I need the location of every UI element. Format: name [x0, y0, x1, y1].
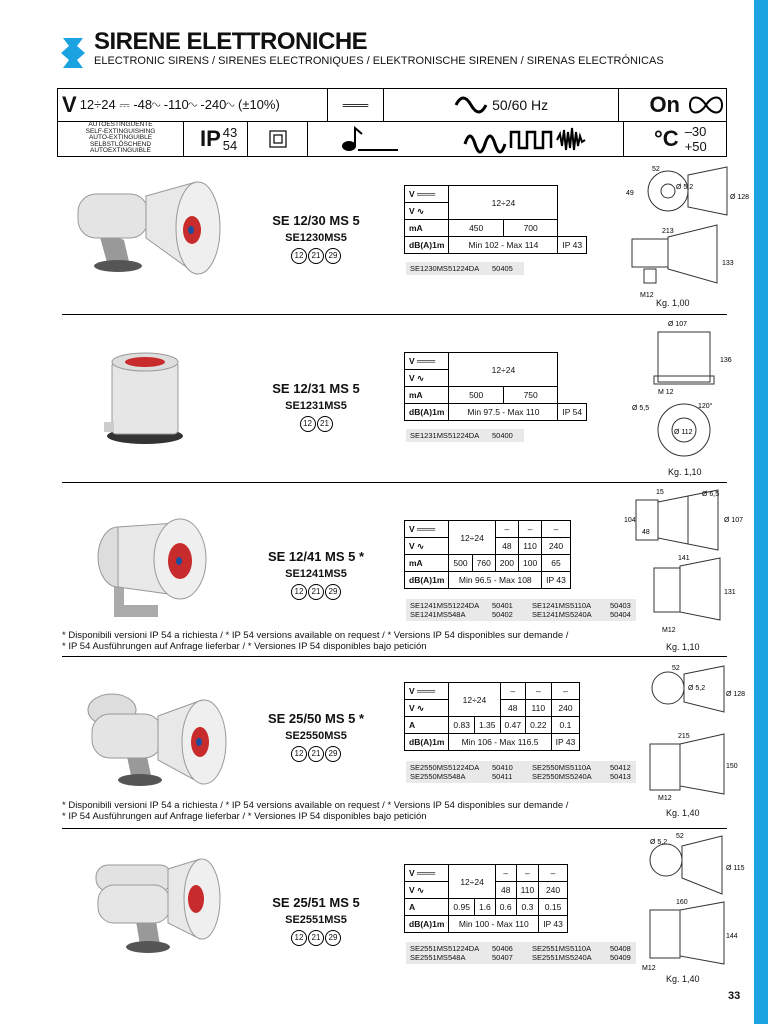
dimension-drawing-se2550 [628, 660, 746, 806]
svg-text:131: 131 [724, 589, 736, 596]
weight: Kg. 1,10 [668, 467, 702, 477]
right-accent-bar [754, 0, 768, 1024]
ip-label: IP [200, 125, 221, 151]
on-label: On [649, 92, 680, 117]
dimension-drawing-se1241 [620, 486, 744, 636]
ip-value-43: 43 [222, 124, 238, 140]
svg-text:15: 15 [656, 489, 664, 496]
svg-text:49: 49 [626, 190, 634, 197]
spec-table-se1241: V ═══ 12÷24 – – – V ∿ 48 110 240 mA 500 760 200 100 65 dB(A)1m Min 96.5 - Max 108 IP 43 [404, 520, 571, 589]
svg-text:52: 52 [672, 665, 680, 672]
svg-text:144: 144 [726, 933, 738, 940]
divider [62, 828, 727, 829]
spec-table-se2550: V ═══ 12÷24 – – – V ∿ 48 110 240 A 0.83 1.35 0.47 0.22 0.1 dB(A)1m Min 106 - Max 116.5 IP 43 [404, 682, 580, 751]
spec-header-row-2 [57, 121, 727, 157]
svg-text:Ø 107: Ø 107 [724, 517, 744, 524]
spec-header-row-1 [57, 88, 727, 122]
svg-text:52: 52 [676, 833, 684, 840]
svg-text:150: 150 [726, 763, 738, 770]
page-title: SIRENE ELETTRONICHE [94, 28, 368, 55]
svg-text:M 12: M 12 [658, 389, 674, 396]
svg-text:M12: M12 [662, 627, 676, 634]
product-image-se1230 [68, 178, 228, 278]
continuous-tone-icon [340, 124, 400, 154]
svg-text:Ø 128: Ø 128 [730, 194, 750, 201]
order-codes-se1231: SE1231MS51224DA 50400 [406, 429, 524, 442]
svg-text:141: 141 [678, 555, 690, 562]
product-label-se1230: SE 12/30 MS 5 SE1230MS5 12 21 29 [251, 213, 381, 264]
svg-text:M12: M12 [642, 965, 656, 972]
footnote: * Disponibili versioni IP 54 a richiesta / * IP 54 versions available on request / * Versions IP 54 disponibles sur demande / * IP 54 Ausführungen auf Anfrage lieferbar / * Versiones IP 54 disponibles bajo petición [62, 800, 569, 822]
dimension-drawing-se1230 [622, 165, 750, 305]
svg-text:136: 136 [720, 357, 732, 364]
divider [62, 482, 727, 483]
svg-text:Ø 5,2: Ø 5,2 [676, 184, 694, 191]
double-insulation-icon [269, 130, 287, 148]
order-codes-se1241: SE1241MS51224DA 50401 SE1241MS5110A 50403 SE1241MS548A 50402 SE1241MS5240A 50404 [406, 599, 636, 621]
svg-text:213: 213 [662, 228, 674, 235]
ac-wave-icon [454, 95, 488, 115]
svg-text:Ø 115: Ø 115 [726, 865, 745, 872]
svg-text:104: 104 [624, 517, 636, 524]
dimension-drawing-se1231 [628, 318, 738, 468]
footnote: * Disponibili versioni IP 54 a richiesta / * IP 54 versions available on request / * Versions IP 54 disponibles sur demande / * IP 54 Ausführungen auf Anfrage lieferbar / * Versiones IP 54 disponibles bajo petición [62, 630, 569, 652]
svg-text:M12: M12 [640, 292, 654, 299]
ip-value-54: 54 [222, 137, 238, 153]
product-label-se1241: SE 12/41 MS 5 * SE1241MS5 12 21 29 [251, 549, 381, 600]
product-label-se1231: SE 12/31 MS 5 SE1231MS5 12 21 [251, 381, 381, 432]
order-codes-se2551: SE2551MS51224DA 50406 SE2551MS5110A 50408 SE2551MS548A 50407 SE2551MS5240A 50409 [406, 942, 636, 964]
product-image-se1241 [88, 515, 218, 625]
spec-table-se1230: V ═══ 12÷24 V ∿ mA 450 700 dB(A)1m Min 102 - Max 114 IP 43 [404, 185, 587, 254]
order-codes-se1230: SE1230MS51224DA 50405 [406, 262, 524, 275]
product-image-se1231 [100, 350, 190, 450]
svg-text:Ø 6,5: Ø 6,5 [702, 491, 720, 498]
infinity-icon [686, 95, 726, 115]
dimension-drawing-se2551 [628, 830, 745, 976]
product-label-se2550: SE 25/50 MS 5 * SE2550MS5 12 21 29 [251, 711, 381, 762]
svg-text:120°: 120° [698, 403, 713, 410]
weight: Kg. 1,40 [666, 974, 700, 984]
page-subtitle: ELECTRONIC SIRENS / SIRENES ELECTRONIQUES / ELEKTRONISCHE SIRENEN / SIRENAS ELECTRÓNICAS [94, 55, 664, 67]
svg-text:Ø 5,2: Ø 5,2 [688, 685, 706, 692]
voltage-label: V [62, 92, 77, 117]
page-number: 33 [728, 990, 741, 1002]
divider [62, 314, 727, 315]
svg-text:M12: M12 [658, 795, 672, 802]
self-extinguishing-labels: AUTOESTINGUENTE SELF-EXTINGUISHING AUTO-EXTINGUIBLE SELBSTLÖSCHEND AUTOEXTINGUIBLE [58, 121, 184, 156]
voltage-values: 12÷24 ⎓ -48∿ -110∿ -240∿ (±10%) [79, 97, 280, 112]
spec-table-se2551: V ═══ 12÷24 – – – V ∿ 48 110 240 A 0.95 1.6 0.6 0.3 0.15 dB(A)1m Min 100 - Max 110 IP 43 [404, 864, 568, 933]
svg-text:Ø 5,2: Ø 5,2 [650, 839, 668, 846]
temperature-unit: °C [654, 125, 679, 151]
svg-text:215: 215 [678, 733, 690, 740]
weight: Kg. 1,00 [656, 298, 690, 308]
temperature-range: –30 +50 [684, 123, 707, 154]
divider [62, 656, 727, 657]
spec-table-se1231: V ═══ 12÷24 V ∿ mA 500 750 dB(A)1m Min 97.5 - Max 110 IP 54 [404, 352, 587, 421]
svg-text:Ø 5,5: Ø 5,5 [632, 405, 650, 412]
svg-text:Ø 112: Ø 112 [674, 429, 693, 436]
product-image-se2550 [82, 684, 232, 790]
tone-types-icon [463, 124, 591, 154]
weight: Kg. 1,40 [666, 808, 700, 818]
dc-symbol: ═══ [328, 89, 384, 121]
order-codes-se2550: SE2550MS51224DA 50410 SE2550MS5110A 50412 SE2550MS548A 50411 SE2550MS5240A 50413 [406, 761, 636, 783]
svg-text:52: 52 [652, 166, 660, 173]
svg-text:133: 133 [722, 260, 734, 267]
svg-text:Ø 128: Ø 128 [726, 691, 746, 698]
certifications: 12 21 29 [251, 248, 381, 264]
svg-text:Ø 107: Ø 107 [668, 321, 688, 328]
product-image-se2551 [88, 855, 228, 955]
svg-text:160: 160 [676, 899, 688, 906]
weight: Kg. 1,10 [666, 642, 700, 652]
product-label-se2551: SE 25/51 MS 5 SE2551MS5 12 21 29 [251, 895, 381, 946]
siren-logo-icon [57, 34, 89, 72]
svg-text:48: 48 [642, 529, 650, 536]
frequency: 50/60 Hz [492, 97, 549, 113]
